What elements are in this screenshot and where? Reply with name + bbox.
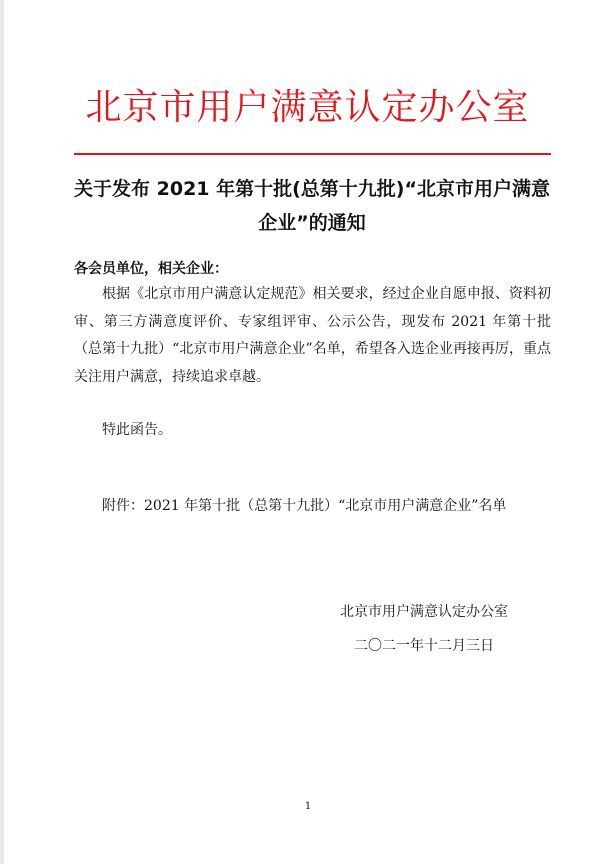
page-number: 1 xyxy=(304,801,312,812)
signature-date: 二〇二一年十二月三日 xyxy=(354,638,494,654)
signature-organization: 北京市用户满意认定办公室 xyxy=(340,604,508,620)
letterhead-red-rule xyxy=(74,153,551,155)
salutation: 各会员单位，相关企业： xyxy=(74,261,228,277)
closing-line: 特此函告。 xyxy=(102,422,172,438)
notice-title: 关于发布 2021 年第十批(总第十九批)“北京市用户满意企业”的通知 xyxy=(74,178,550,234)
body-paragraph: 根据《北京市用户满意认定规范》相关要求，经过企业自愿申报、资料初审、第三方满意度评价、专家组评审、公示公告，现发布 2021 年第十批（总第十九批）“北京市用户满意企业”名单，希望各入选企业再接再厉，重点关注用户满意，持续追求卓越。 xyxy=(74,286,551,385)
attachment-line: 附件：2021 年第十批（总第十九批）“北京市用户满意企业”名单 xyxy=(102,498,507,514)
letterhead-title: 北京市用户满意认定办公室 xyxy=(85,87,530,128)
